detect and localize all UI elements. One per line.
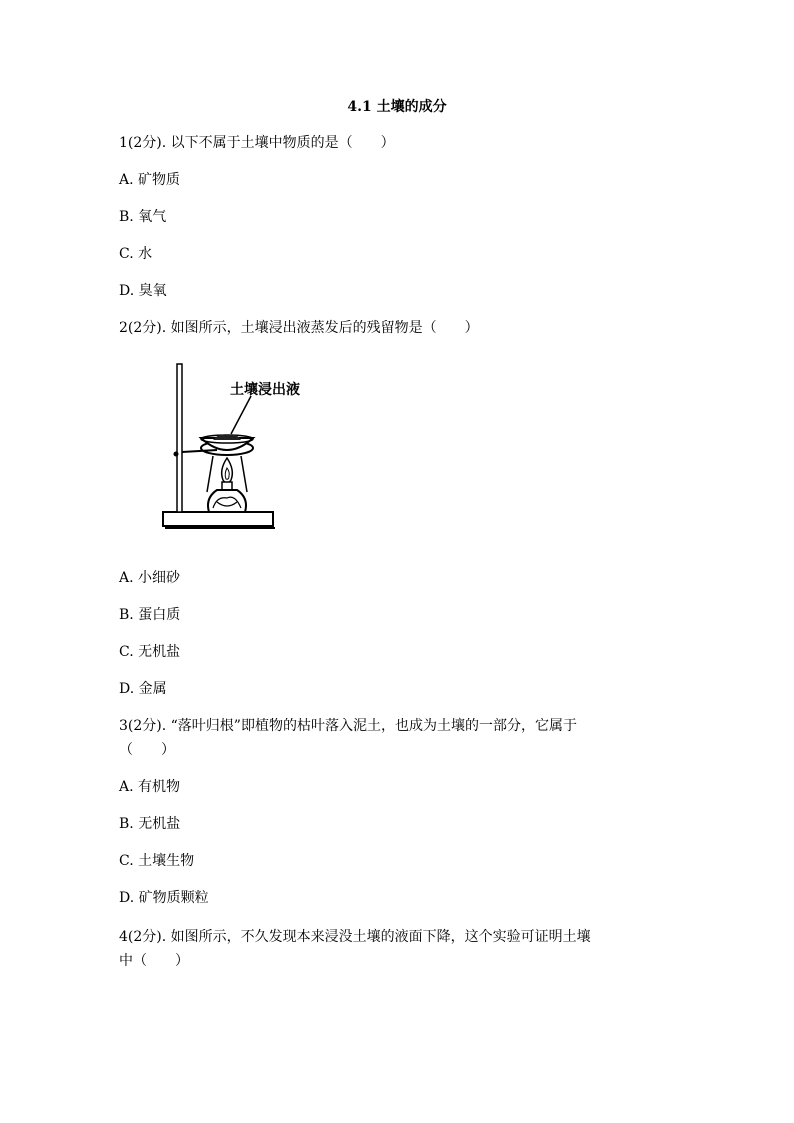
question-2-option-c: C. 无机盐: [119, 644, 181, 660]
question-1-option-d: D. 臭氧: [119, 283, 167, 299]
label-pointer: [231, 396, 251, 434]
question-1-option-b: B. 氧气: [119, 209, 167, 225]
question-3-option-b: B. 无机盐: [119, 816, 181, 832]
question-3-stem: 3(2分). “落叶归根”即植物的枯叶落入泥土，也成为土壤的一部分，它属于: [119, 718, 577, 734]
clamp-screw: [174, 452, 179, 457]
clamp-arm: [182, 450, 217, 452]
question-2-option-a: A. 小细砂: [119, 570, 181, 586]
question-2-option-b: B. 蛋白质: [119, 607, 181, 623]
page-title: 4.1 土壤的成分: [347, 99, 447, 115]
evaporation-apparatus-figure: [155, 362, 300, 542]
stand-rod: [177, 364, 182, 512]
question-3-option-d: D. 矿物质颗粒: [119, 890, 209, 906]
question-4-stem: 4(2分). 如图所示，不久发现本来浸没土壤的液面下降，这个实验可证明土壤: [119, 929, 591, 945]
question-2-option-d: D. 金属: [119, 681, 167, 697]
question-3-stem-continued: （ ）: [119, 742, 175, 758]
question-3-option-a: A. 有机物: [119, 779, 181, 795]
question-2-stem: 2(2分). 如图所示，土壤浸出液蒸发后的残留物是（ ）: [119, 320, 479, 336]
question-1-option-c: C. 水: [119, 246, 153, 262]
question-1-option-a: A. 矿物质: [119, 172, 181, 188]
stand-base: [163, 512, 273, 526]
question-3-option-c: C. 土壤生物: [119, 853, 195, 869]
question-1-stem: 1(2分). 以下不属于土壤中物质的是（ ）: [119, 135, 395, 151]
alcohol-lamp: [208, 490, 246, 512]
figure-label: 土壤浸出液: [230, 382, 300, 398]
question-4-stem-continued: 中（ ）: [119, 953, 189, 969]
lamp-wick-holder: [222, 482, 232, 490]
